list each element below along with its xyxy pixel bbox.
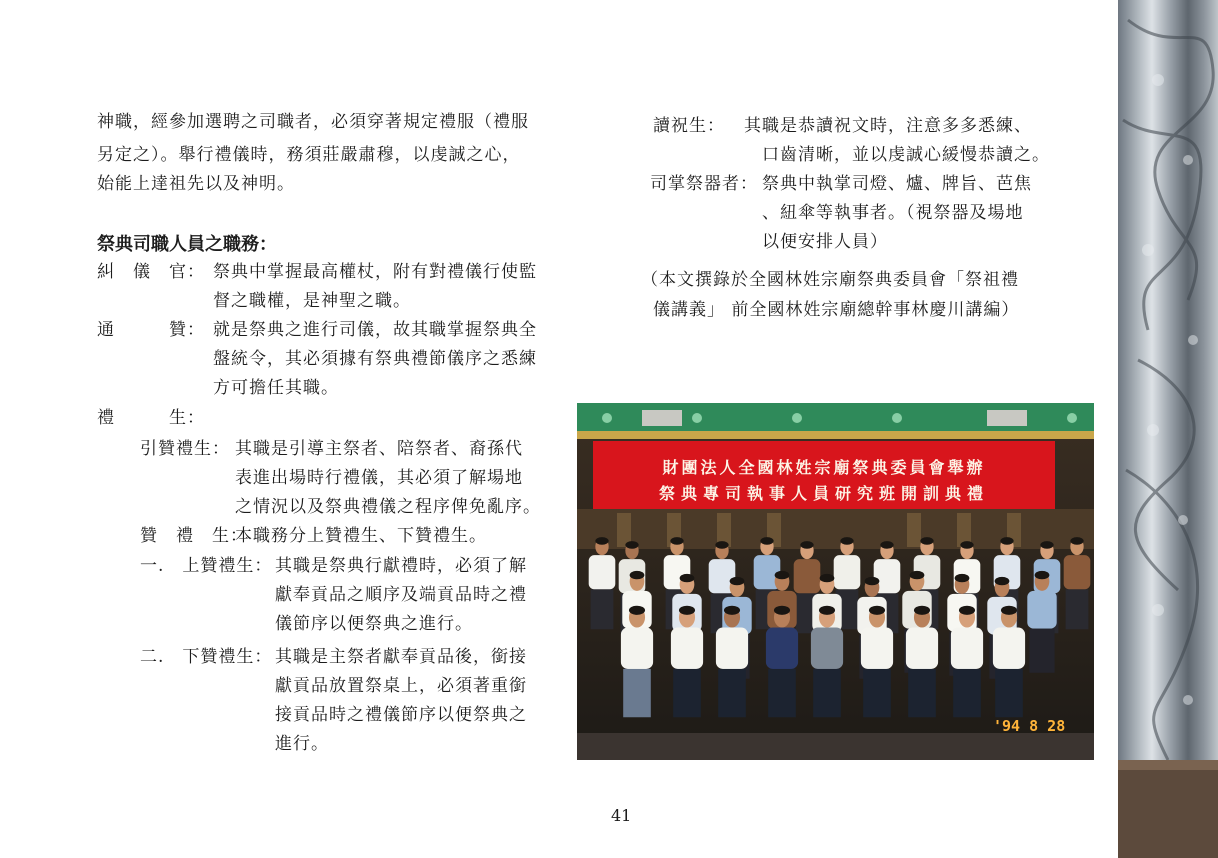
role-desc: 口齒清晰，並以虔誠心緩慢恭讀之。	[762, 145, 1050, 165]
banner-line-1: 財團法人全國林姓宗廟祭典委員會舉辦	[662, 458, 986, 477]
role-desc: 方可擔任其職。	[213, 378, 339, 398]
role-desc: 督之職權，是神聖之職。	[213, 291, 411, 311]
intro-line: 始能上達祖先以及神明。	[97, 174, 295, 194]
role-desc: 祭典中掌握最高權杖，附有對禮儀行使監	[213, 262, 537, 282]
subrole-desc: 之情況以及祭典禮儀之程序俾免亂序。	[235, 497, 541, 517]
subrole-desc: 獻貢品放置祭桌上，必須著重銜	[275, 676, 527, 696]
role-term: 讀祝生：	[653, 116, 725, 136]
group-photo	[577, 403, 1094, 760]
subrole-desc: 本職務分上贊禮生、下贊禮生。	[235, 526, 487, 546]
role-term: 禮 生：	[97, 408, 205, 428]
role-term: 通 贊：	[97, 320, 205, 340]
subrole-desc: 儀節序以便祭典之進行。	[275, 614, 473, 634]
role-term: 糾 儀 官：	[97, 262, 205, 282]
role-desc: 其職是恭讀祝文時，注意多多悉練、	[744, 116, 1032, 136]
role-desc: 盤統令，其必須據有祭典禮節儀序之悉練	[213, 349, 537, 369]
role-desc: 祭典中執掌司燈、爐、牌旨、芭焦	[762, 174, 1032, 194]
page-number: 41	[611, 806, 632, 825]
subrole-term: 一. 上贊禮生：	[140, 556, 273, 576]
carved-dragon-pillar	[1118, 0, 1218, 858]
section-heading: 祭典司職人員之職務：	[97, 234, 277, 255]
subrole-term: 引贊禮生：	[140, 439, 230, 459]
subrole-term: 二. 下贊禮生：	[140, 647, 273, 667]
intro-line: 神職，經參加選聘之司職者，必須穿著規定禮服（禮服	[97, 112, 529, 132]
date-stamp: '94 8 28	[993, 717, 1066, 735]
role-desc: 以便安排人員）	[762, 232, 888, 252]
subrole-term: 贊 禮 生：	[140, 526, 248, 546]
subrole-desc: 接貢品時之禮儀節序以便祭典之	[275, 705, 527, 725]
dragon-pillar-art	[1118, 0, 1218, 858]
source-note: （本文撰錄於全國林姓宗廟祭典委員會「祭祖禮	[641, 270, 1019, 290]
intro-line: 另定之）。舉行禮儀時，務須莊嚴肅穆，以虔誠之心，	[97, 145, 521, 165]
subrole-desc: 獻奉貢品之順序及端貢品時之禮	[275, 585, 527, 605]
source-note: 儀講義」 前全國林姓宗廟總幹事林慶川講編）	[653, 300, 1020, 320]
role-term: 司掌祭器者：	[650, 174, 758, 194]
subrole-desc: 進行。	[275, 734, 329, 754]
subrole-desc: 其職是引導主祭者、陪祭者、裔孫代	[235, 439, 523, 459]
subrole-desc: 表進出場時行禮儀，其必須了解場地	[235, 468, 523, 488]
role-desc: 就是祭典之進行司儀，故其職掌握祭典全	[213, 320, 537, 340]
subrole-desc: 其職是主祭者獻奉貢品後，銜接	[275, 647, 527, 667]
subrole-desc: 其職是祭典行獻禮時，必須了解	[275, 556, 527, 576]
banner-line-2: 祭典專司執事人員研究班開訓典禮	[658, 484, 989, 503]
role-desc: 、紐傘等執事者。（視祭器及場地	[762, 203, 1024, 223]
